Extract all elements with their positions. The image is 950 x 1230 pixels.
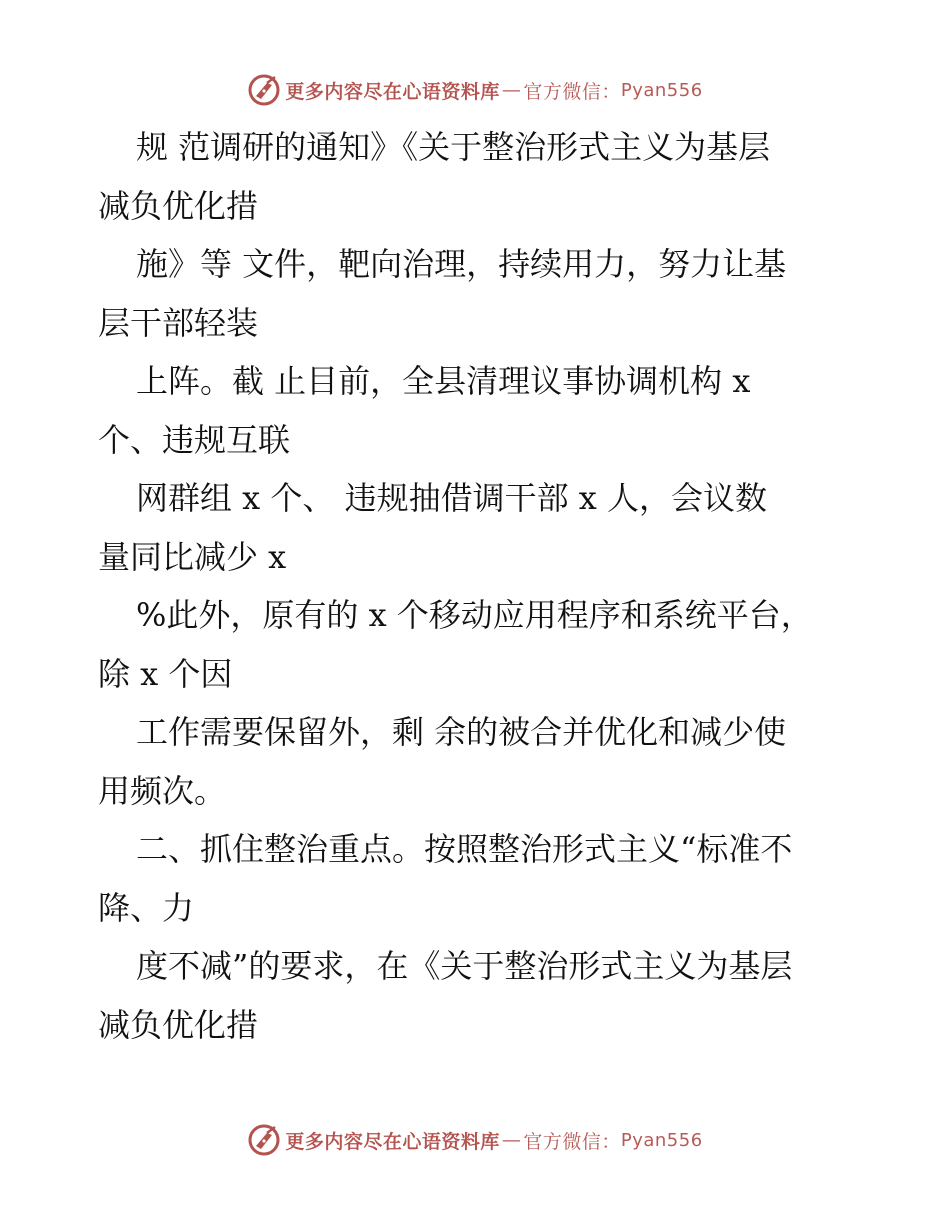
body-line: 用频次。 <box>98 771 227 810</box>
body-line: 量同比减少 x <box>98 537 287 576</box>
watermark-header <box>0 70 950 110</box>
watermark-wechat-label: 官方微信： <box>523 1130 621 1153</box>
watermark-wechat-label: 官方微信： <box>523 80 621 103</box>
body-line: 除 x 个因 <box>98 654 233 693</box>
body-line: 施》等 文件，靶向治理，持续用力，努力让基 <box>136 245 787 283</box>
watermark-wechat-id: Pyan556 <box>620 79 703 101</box>
body-line: 二、抓住整治重点。按照整治形式主义“标准不 <box>136 830 793 868</box>
body-line: 工作需要保留外，剩 余的被合并优化和减少使 <box>136 713 787 751</box>
watermark-brand: 更多内容尽在心语资料库 <box>285 1130 500 1153</box>
body-line: 网群组 x 个、 违规抽借调干部 x 人，会议数 <box>136 479 767 517</box>
document-body <box>98 118 858 1054</box>
watermark-brand: 更多内容尽在心语资料库 <box>285 80 500 103</box>
body-line: 上阵。截 止目前，全县清理议事协调机构 x <box>136 362 751 400</box>
pen-nib-circle-icon <box>247 1123 281 1157</box>
watermark-separator: — <box>501 79 522 101</box>
body-line: 减负优化措 <box>98 186 259 225</box>
pen-nib-circle-icon <box>247 73 281 107</box>
watermark-footer <box>0 1120 950 1160</box>
body-line: %此外，原有的 x 个移动应用程序和系统平台， <box>136 596 813 634</box>
body-line: 规 范调研的通知》《关于整治形式主义为基层 <box>136 128 771 166</box>
body-line: 度不减”的要求，在《关于整治形式主义为基层 <box>136 947 793 985</box>
body-line: 降、力 <box>98 888 195 927</box>
body-line: 减负优化措 <box>98 1005 259 1044</box>
body-line: 层干部轻装 <box>98 303 259 342</box>
body-line: 个、违规互联 <box>98 420 291 459</box>
watermark-wechat-id: Pyan556 <box>620 1129 703 1151</box>
watermark-separator: — <box>501 1129 522 1151</box>
